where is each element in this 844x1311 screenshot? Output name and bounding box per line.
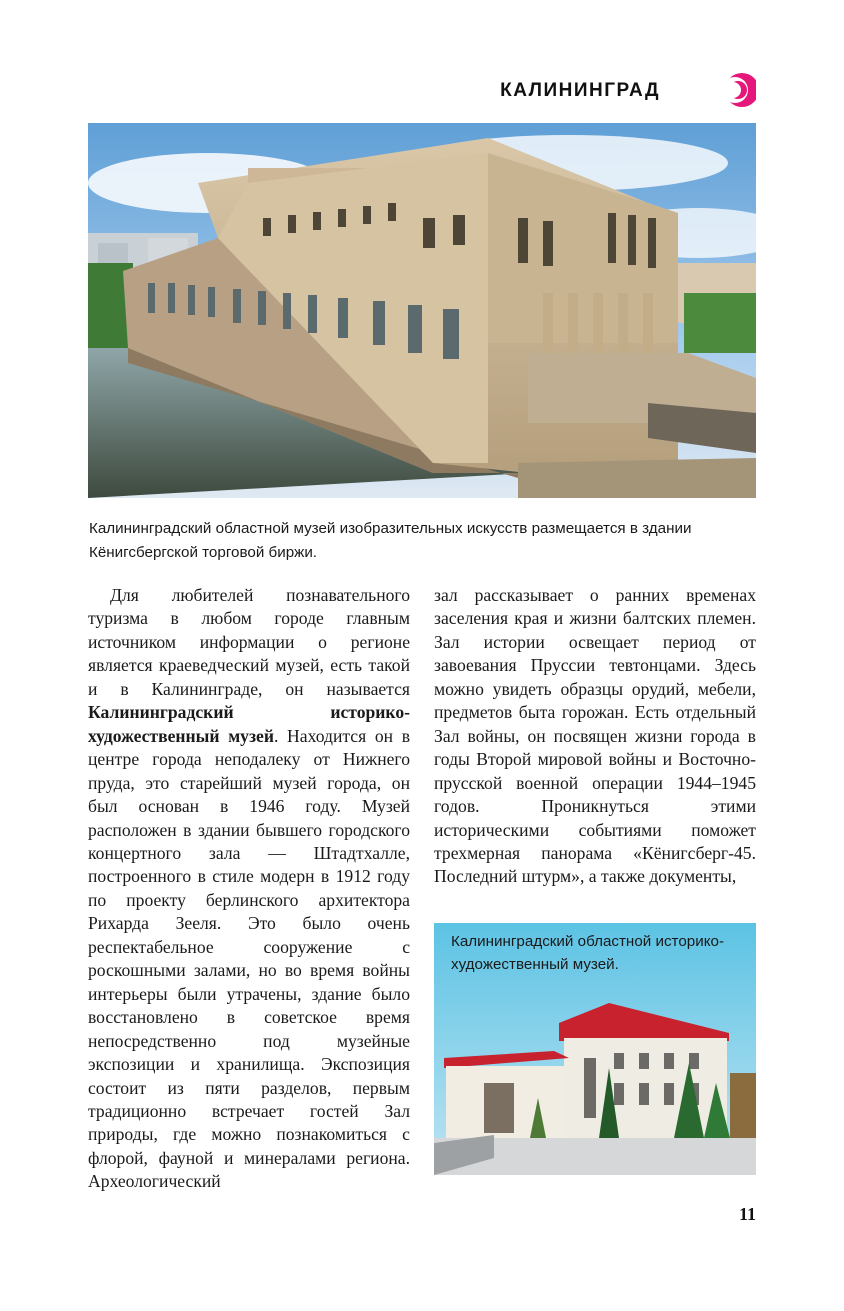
- inset-photo-history-museum: [434, 923, 756, 1175]
- paragraph-text: Для любителей познавательного туризма в любом городе главным источником информации о регионе является краеведческий музей, есть такой и в Калининграде, он называется: [88, 585, 410, 699]
- body-paragraph: [88, 584, 410, 1194]
- header-accent-mark: [720, 72, 756, 108]
- page-number: 11: [738, 1204, 756, 1224]
- body-text-column-left: [88, 584, 410, 1194]
- paragraph-text-continued: . Находится он в центре города неподалеку от Нижнего пруда, это старейший музей города, он был основан в 1946 году. Музей расположен в здании бывшего городского концертного зала — Штадтхалле, построенного в стиле модерн в 1912 году по проекту берлинского архитектора Рихарда Зееля. Это было очень респектабельное сооружение с роскошными залами, но во время войны интерьеры были утрачены, здание было восстановлено в советское время непосредственно под музейные экспозиции и хранилища. Экспозиция состоит из пяти разделов, первым традиционно встречает гостей Зал природы, где можно познакомиться с флорой, фауной и минералами региона. Археологический: [88, 725, 411, 1192]
- museum-name-bold: Калининградский историко-художественный музей: [88, 702, 410, 746]
- main-photo-stock-exchange: [88, 123, 756, 498]
- running-header-title: КАЛИНИНГРАД: [500, 80, 660, 101]
- body-text-column-right: [434, 584, 756, 889]
- body-paragraph-continued: зал рассказывает о ранних временах заселения края и жизни балтских племен. Зал истории освещает период от завоевания Пруссии тевтонцами. Здесь можно увидеть образцы орудий, мебели, предметов быта горожан. Есть отдельный Зал войны, он посвящен жизни города в годы Второй мировой войны и Восточно-прусской военной операции 1944–1945 годов. Проникнуться этими историческими событиями поможет трехмерная панорама «Кёнигсберг-45. Последний штурм», а также документы,: [434, 585, 756, 887]
- main-photo-caption: Калининградский областной музей изобразительных искусств размещается в здании Кёнигсбергской торговой биржи.: [89, 520, 692, 561]
- inset-photo-caption: Калининградский областной историко-художественный музей.: [451, 933, 725, 973]
